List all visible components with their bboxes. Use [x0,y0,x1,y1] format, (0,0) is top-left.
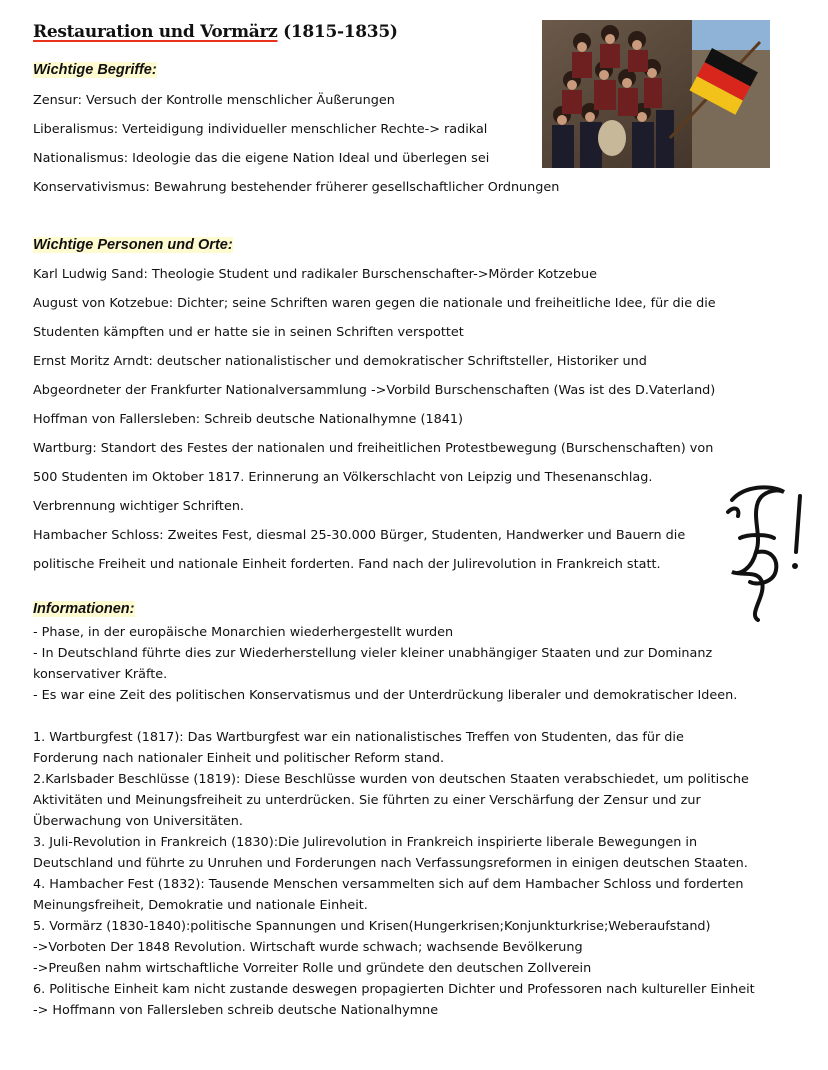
event-line: Überwachung von Universitäten. [33,814,243,829]
event-line: 2.Karlsbader Beschlüsse (1819): Diese Beschlüsse wurden von deutschen Staaten verabschiedet, um politische [33,772,749,787]
fraktur-f-signature-icon [718,478,810,623]
event-line: Forderung nach nationaler Einheit und politischer Reform stand. [33,751,445,766]
personen-line: Karl Ludwig Sand: Theologie Student und radikaler Burschenschafter->Mörder Kotzebue [33,267,597,282]
personen-line: 500 Studenten im Oktober 1817. Erinnerung an Völkerschlacht von Leipzig und Thesenanschlag. [33,470,653,485]
event-line: 1. Wartburgfest (1817): Das Wartburgfest war ein nationalistisches Treffen von Studenten, das für die [33,730,684,745]
personen-line: Ernst Moritz Arndt: deutscher nationalistischer und demokratischer Schriftsteller, Historiker und [33,354,647,369]
informationen-heading: Informationen: [33,601,135,617]
event-line: Deutschland und führte zu Unruhen und Forderungen nach Verfassungsreformen in einigen deutschen Staaten. [33,856,748,871]
event-line: -> Hoffmann von Fallersleben schreib deutsche Nationalhymne [33,1003,439,1018]
personen-line: August von Kotzebue: Dichter; seine Schriften waren gegen die nationale und freiheitliche Idee, für die die [33,296,716,311]
begriffe-item: Liberalismus: Verteidigung individueller menschlicher Rechte-> radikal [33,122,488,137]
personen-line: Studenten kämpften und er hatte sie in seinen Schriften verspottet [33,325,464,340]
title-main: Restauration und Vormärz [33,22,278,42]
students-flag-photo [542,20,770,168]
informationen-line: - Phase, in der europäische Monarchien wiederhergestellt wurden [33,625,454,640]
personen-line: Abgeordneter der Frankfurter Nationalversammlung ->Vorbild Burschenschaften (Was ist des D.Vaterland) [33,383,716,398]
title-years: (1815-1835) [277,22,398,42]
informationen-line: konservativer Kräfte. [33,667,168,682]
personen-line: Hambacher Schloss: Zweites Fest, diesmal 25-30.000 Bürger, Studenten, Handwerker und Bauern die [33,528,686,543]
event-line: 3. Juli-Revolution in Frankreich (1830):Die Julirevolution in Frankreich inspirierte liberale Bewegungen in [33,835,698,850]
event-line: 6. Politische Einheit kam nicht zustande deswegen propagierten Dichter und Professoren nach kultureller Einheit [33,982,755,997]
event-line: ->Preußen nahm wirtschaftliche Vorreiter Rolle und gründete den deutschen Zollverein [33,961,592,976]
event-line: 4. Hambacher Fest (1832): Tausende Menschen versammelten sich auf dem Hambacher Schloss und forderten [33,877,744,892]
begriffe-heading: Wichtige Begriffe: [33,62,157,78]
event-line: Meinungsfreiheit, Demokratie und nationale Einheit. [33,898,368,913]
begriffe-item: Konservativismus: Bewahrung bestehender früherer gesellschaftlicher Ordnungen [33,180,560,195]
event-line: Aktivitäten und Meinungsfreiheit zu unterdrücken. Sie führten zu einer Verschärfung der Zensur und zur [33,793,701,808]
personen-line: politische Freiheit und nationale Einheit forderten. Fand nach der Julirevolution in Frankreich statt. [33,557,661,572]
personen-line: Hoffman von Fallersleben: Schreib deutsche Nationalhymne (1841) [33,412,464,427]
events-list [33,727,755,1021]
personen-line: Verbrennung wichtiger Schriften. [33,499,245,514]
event-line: ->Vorboten Der 1848 Revolution. Wirtschaft wurde schwach; wachsende Bevölkerung [33,940,583,955]
photo-illustration [542,20,770,168]
event-line: 5. Vormärz (1830-1840):politische Spannungen und Krisen(Hungerkrisen;Konjunkturkrise;Weberaufstand) [33,919,711,934]
informationen-list [33,622,737,706]
personen-heading: Wichtige Personen und Orte: [33,237,233,253]
begriffe-item: Zensur: Versuch der Kontrolle menschlicher Äußerungen [33,93,395,108]
personen-line: Wartburg: Standort des Festes der nationalen und freiheitlichen Protestbewegung (Burschenschaften) von [33,441,714,456]
informationen-line: - In Deutschland führte dies zur Wiederherstellung vieler kleiner unabhängiger Staaten und zur Dominanz [33,646,713,661]
begriffe-list [33,86,559,202]
begriffe-item: Nationalismus: Ideologie das die eigene Nation Ideal und überlegen sei [33,151,490,166]
informationen-line: - Es war eine Zeit des politischen Konservatismus und der Unterdrückung liberaler und demokratischer Ideen. [33,688,738,703]
page-title [33,22,398,42]
personen-list [33,260,716,579]
